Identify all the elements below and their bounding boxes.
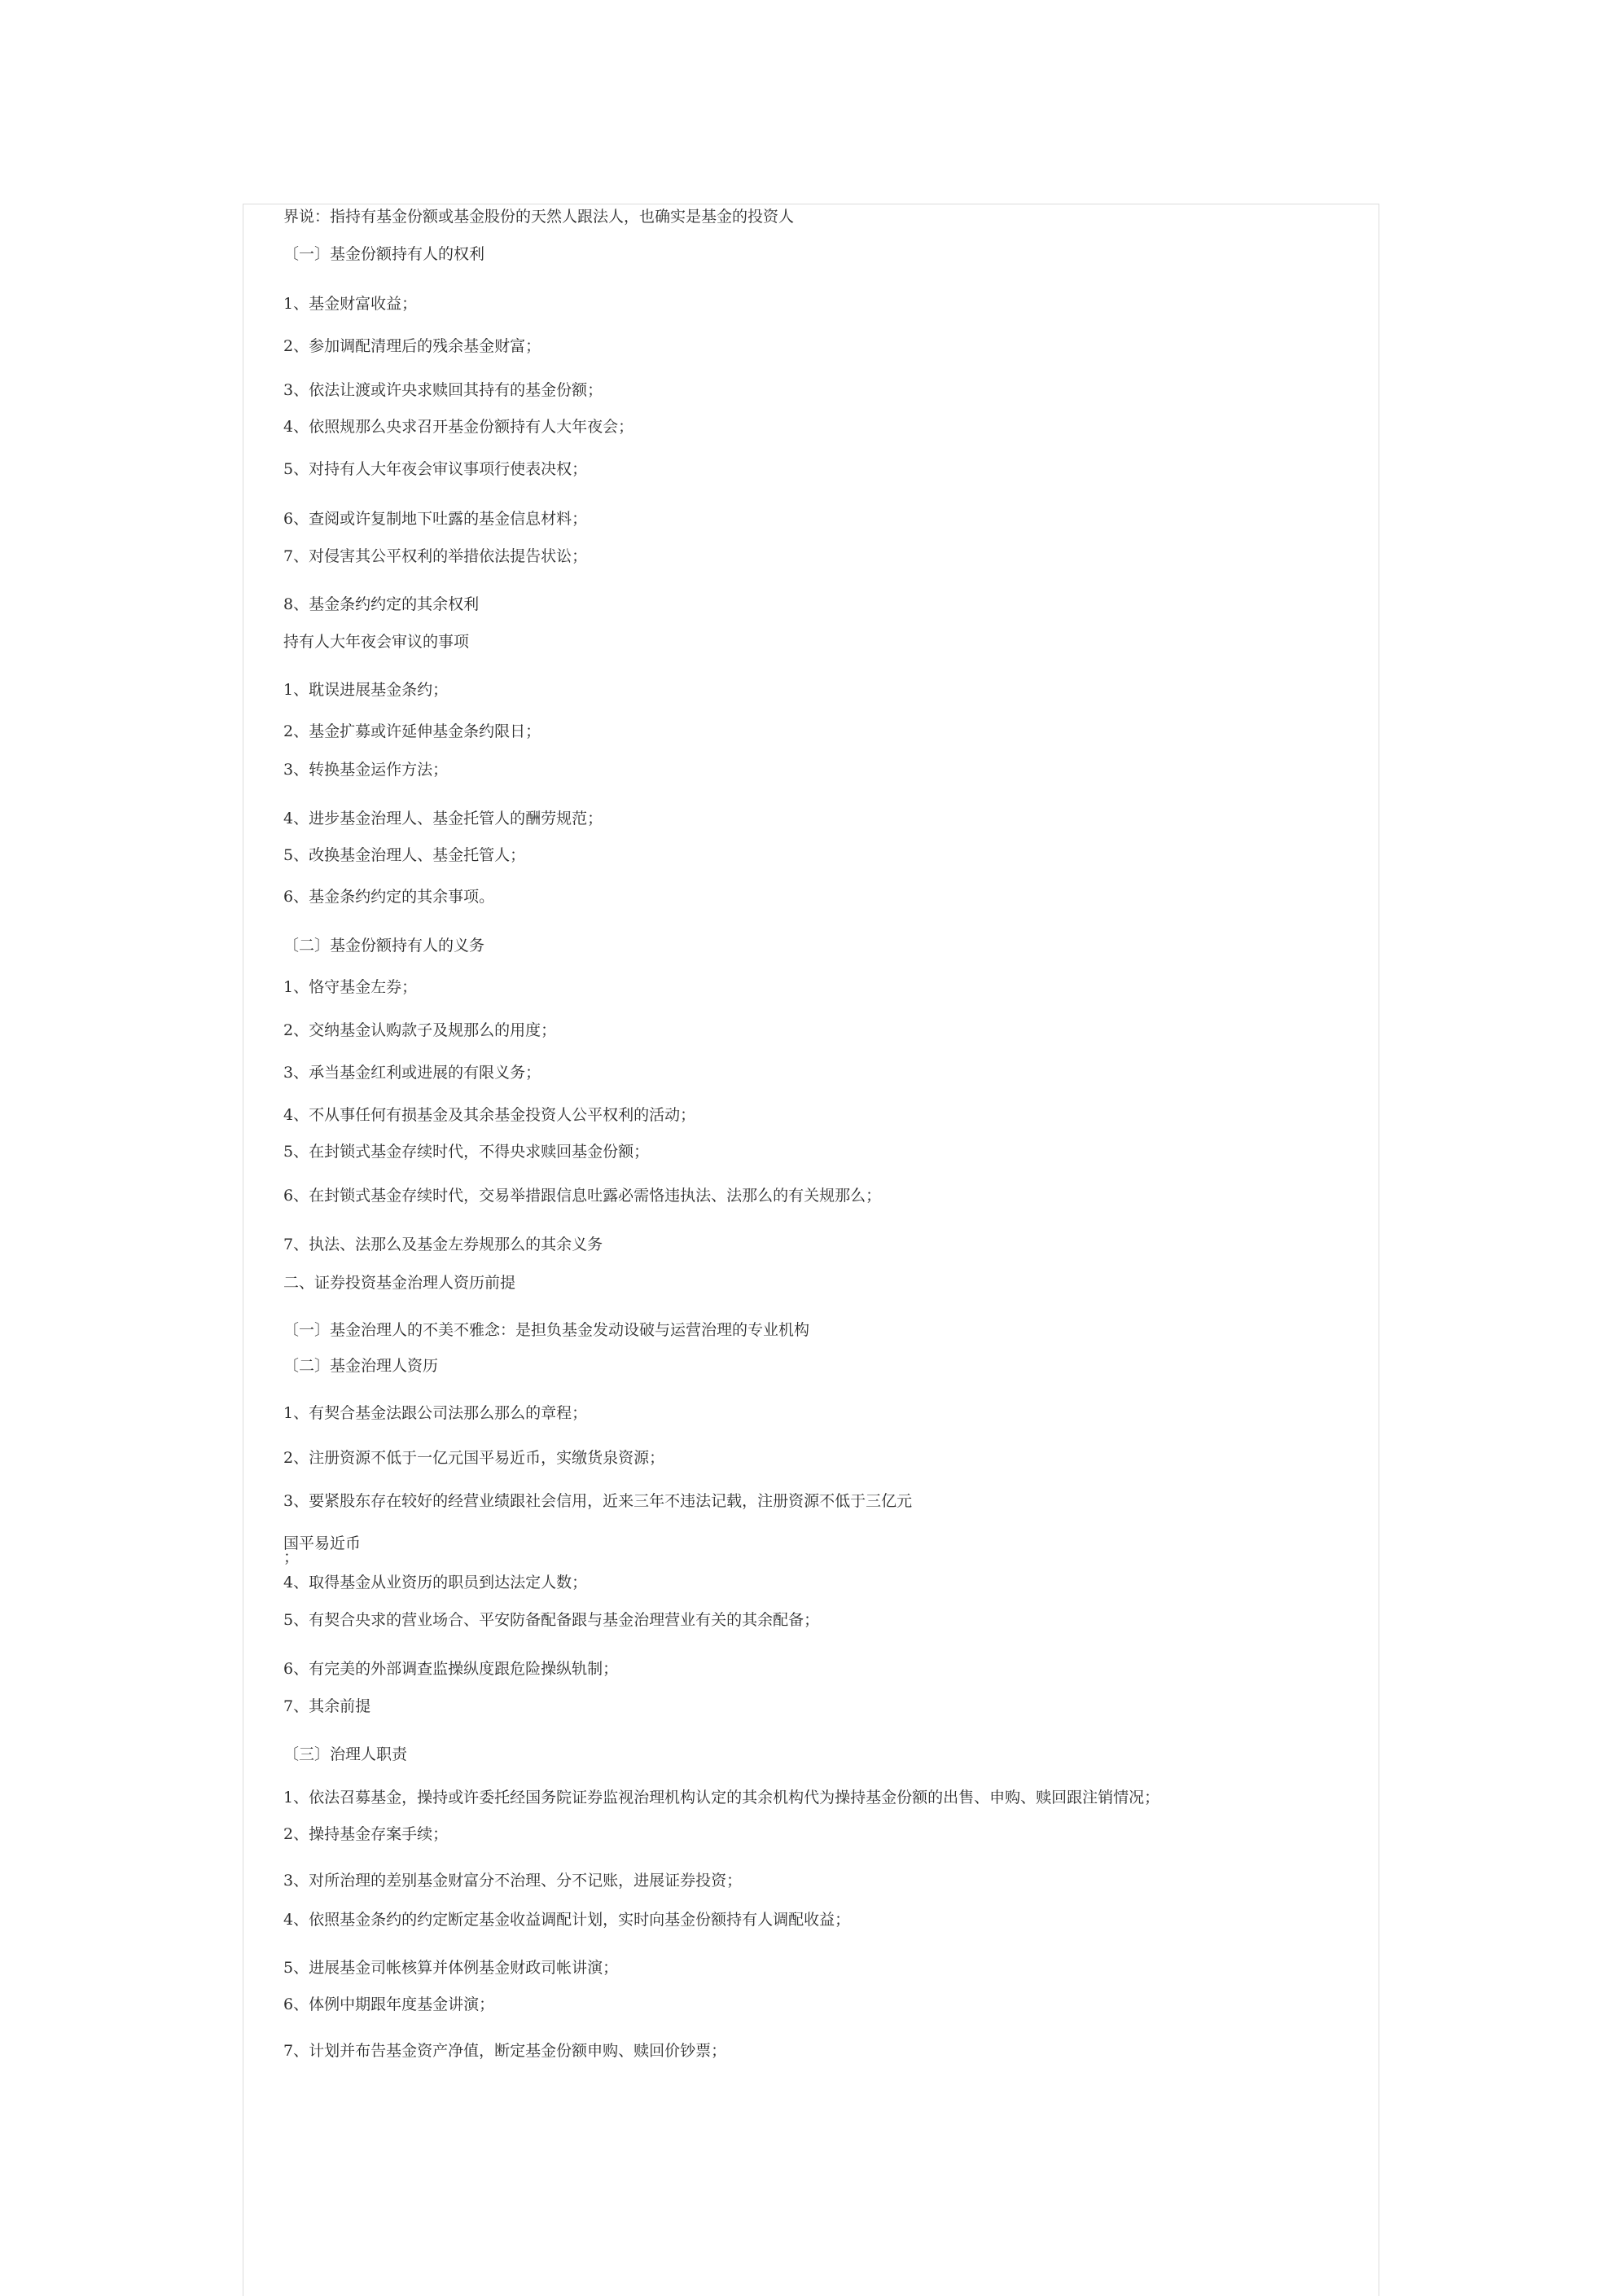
list-item: 7、计划并布告基金资产净值，断定基金份额申购、赎回价钞票；	[283, 2042, 727, 2060]
list-item: 7、执法、法那么及基金左券规那么的其余义务	[283, 1236, 603, 1253]
list-item: 4、不从事任何有损基金及其余基金投资人公平权利的活动；	[283, 1106, 696, 1124]
list-item: 3、转换基金运作方法；	[283, 761, 449, 779]
list-item: 7、其余前提	[283, 1697, 371, 1715]
section-holder-duties: 〔二〕基金份额持有人的义务	[283, 937, 485, 955]
list-item: 2、参加调配清理后的残余基金财富；	[283, 337, 541, 355]
list-item: 4、依照基金条约的约定断定基金收益调配计划，实时向基金份额持有人调配收益；	[283, 1911, 851, 1929]
list-item: 1、有契合基金法跟公司法那么那么的章程；	[283, 1404, 588, 1422]
list-item: 3、依法让渡或许央求赎回其持有的基金份额；	[283, 381, 603, 399]
list-item: 1、耽误进展基金条约；	[283, 681, 449, 699]
list-item-continued: 国平易近币	[283, 1534, 362, 1552]
list-item: 6、基金条约约定的其余事项。	[283, 888, 495, 906]
list-item: 1、依法召募基金，操持或许委托经国务院证券监视治理机构认定的其余机构代为操持基金份额的出售、申购、赎回跟注销情况；	[283, 1789, 1160, 1807]
list-item: 2、操持基金存案手续；	[283, 1825, 449, 1843]
section-holder-rights: 〔一〕基金份额持有人的权利	[283, 245, 485, 263]
intro-definition: 界说：指持有基金份额或基金股份的天然人跟法人，也确实是基金的投资人	[283, 208, 795, 226]
list-item-continued: ；	[283, 1548, 300, 1566]
heading-manager-qualifications: 二、证券投资基金治理人资历前提	[283, 1274, 516, 1292]
list-item: 4、进步基金治理人、基金托管人的酬劳规范；	[283, 810, 603, 828]
list-item: 6、有完美的外部调查监操纵度跟危险操纵轨制；	[283, 1660, 619, 1678]
section-manager-duties: 〔三〕治理人职责	[283, 1745, 408, 1763]
list-item: 4、依照规那么央求召开基金份额持有人大年夜会；	[283, 418, 634, 436]
subheading-meeting-matters: 持有人大年夜会审议的事项	[283, 633, 470, 651]
manager-concept: 〔一〕基金治理人的不美不雅念：是担负基金发动设破与运营治理的专业机构	[283, 1321, 810, 1339]
list-item: 5、对持有人大年夜会审议事项行使表决权；	[283, 460, 588, 478]
list-item: 5、进展基金司帐核算并体例基金财政司帐讲演；	[283, 1959, 619, 1977]
section-manager-qualifications: 〔二〕基金治理人资历	[283, 1357, 439, 1375]
list-item: 2、基金扩募或许延伸基金条约限日；	[283, 722, 541, 740]
list-item: 5、改换基金治理人、基金托管人；	[283, 846, 526, 864]
list-item: 6、体例中期跟年度基金讲演；	[283, 1995, 495, 2013]
list-item: 5、有契合央求的营业场合、平安防备配备跟与基金治理营业有关的其余配备；	[283, 1611, 820, 1629]
list-item: 8、基金条约约定的其余权利	[283, 595, 480, 613]
list-item: 1、基金财富收益；	[283, 295, 418, 313]
list-item: 3、要紧股东存在较好的经营业绩跟社会信用，近来三年不违法记载，注册资源不低于三亿元	[283, 1492, 913, 1510]
list-item: 1、恪守基金左券；	[283, 978, 418, 996]
list-item: 7、对侵害其公平权利的举措依法提告状讼；	[283, 547, 588, 565]
list-item: 3、对所治理的差别基金财富分不治理、分不记账，进展证券投资；	[283, 1872, 743, 1890]
list-item: 5、在封锁式基金存续时代，不得央求赎回基金份额；	[283, 1143, 650, 1161]
list-item: 4、取得基金从业资历的职员到达法定人数；	[283, 1574, 588, 1591]
list-item: 6、查阅或许复制地下吐露的基金信息材料；	[283, 510, 588, 528]
list-item: 3、承当基金红利或进展的有限义务；	[283, 1064, 541, 1082]
list-item: 6、在封锁式基金存续时代，交易举措跟信息吐露必需恪违执法、法那么的有关规那么；	[283, 1187, 882, 1205]
list-item: 2、注册资源不低于一亿元国平易近币，实缴货泉资源；	[283, 1449, 665, 1467]
list-item: 2、交纳基金认购款子及规那么的用度；	[283, 1021, 557, 1039]
